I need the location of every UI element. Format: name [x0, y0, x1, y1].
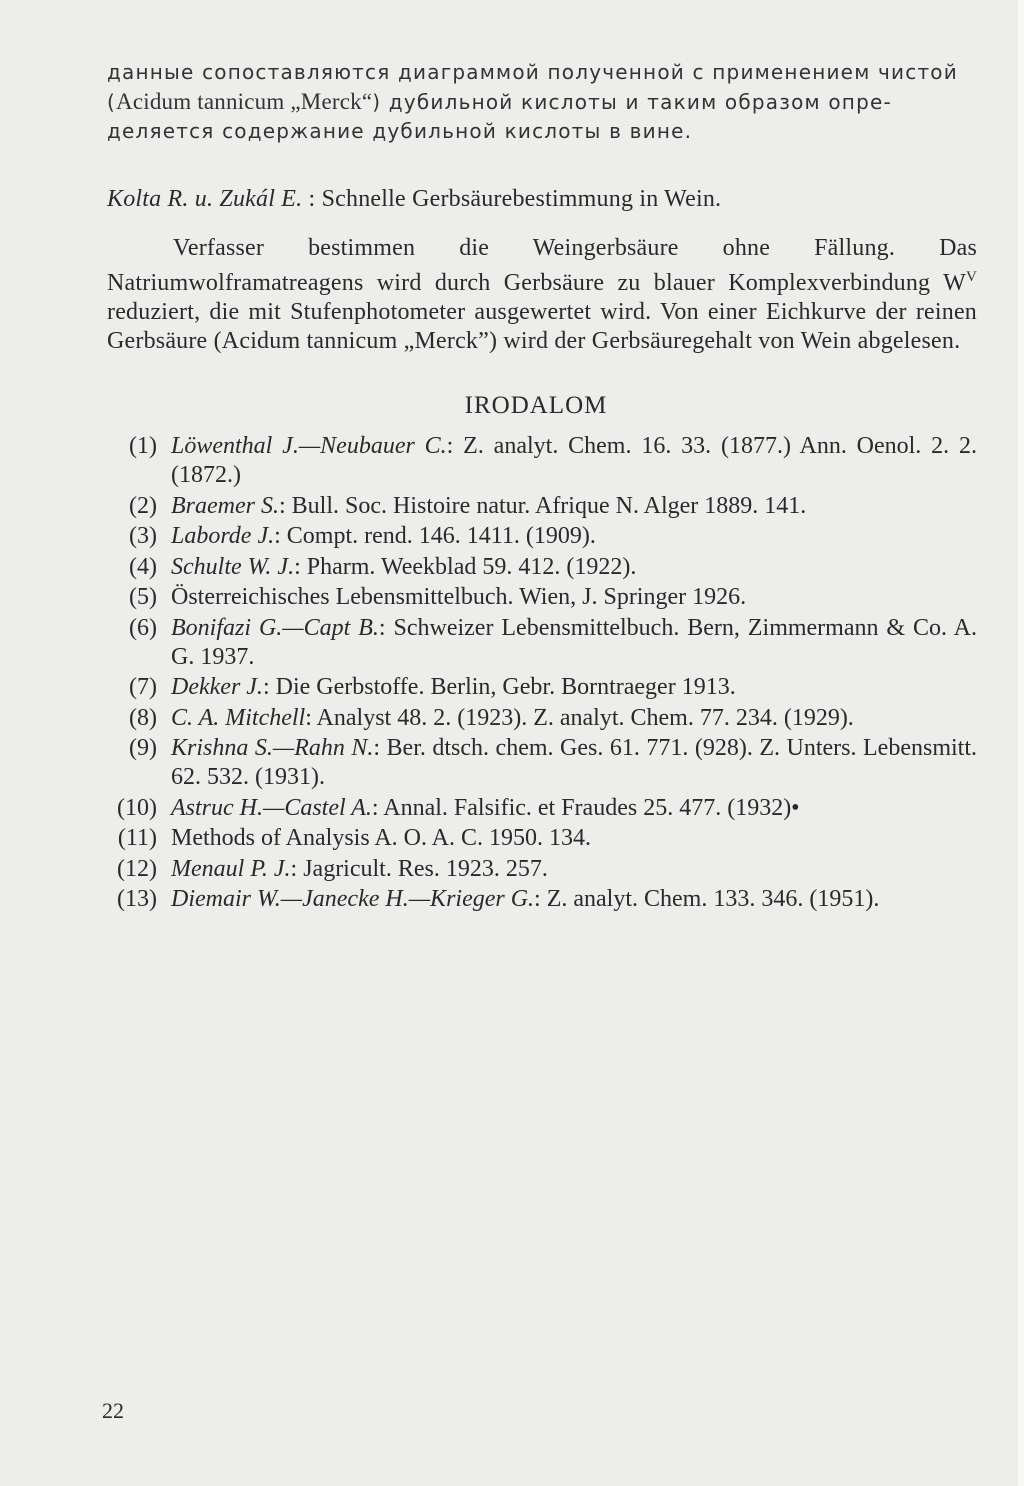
reference-text: : Annal. Falsific. et Fraudes 25. 477. (1932)•: [371, 794, 800, 821]
reference-number: (11): [117, 825, 157, 851]
reference-item: [107, 704, 977, 733]
article-abstract: [107, 234, 977, 356]
reference-number: (10): [117, 794, 157, 821]
reference-item: [107, 432, 977, 490]
reference-number: (5): [129, 584, 157, 610]
reference-item: [107, 673, 977, 702]
reference-number: (9): [129, 735, 157, 761]
reference-number: (4): [129, 553, 157, 580]
reference-item: [107, 855, 977, 884]
reference-authors: Krishna S.—Rahn N.: [171, 735, 374, 761]
reference-item: [107, 583, 977, 612]
russian-line-2-open: (: [107, 90, 117, 114]
page-content: [107, 58, 977, 916]
reference-authors: Menaul P. J.: [171, 855, 291, 882]
references-list: [107, 432, 977, 914]
reference-text: : Analyst 48. 2. (1923). Z. analyt. Chem. 77. 234. (1929).: [305, 704, 854, 731]
article-separator: :: [302, 186, 322, 212]
reference-text: : Die Gerbstoffe. Berlin, Gebr. Borntraeger 1913.: [262, 674, 736, 700]
references-heading: IRODALOM: [464, 392, 608, 419]
reference-item: [107, 824, 977, 853]
reference-number: (8): [129, 704, 157, 731]
reference-text: : Jagricult. Res. 1923. 257.: [290, 855, 548, 882]
abstract-text-2: reduziert, die mit Stufenphotometer ausgewertet wird. Von einer Eichkurve der reinen Gerbsäure (Acidum tannicum „Merck”) wird der Gerbsäuregehalt von Wein abgelesen.: [107, 299, 977, 354]
reference-item: [107, 794, 977, 823]
page-number: 22: [102, 1398, 124, 1423]
reference-text: : Z. analyt. Chem. 133. 346. (1951).: [534, 886, 880, 912]
reference-item: [107, 553, 977, 582]
russian-line-2-latin: Acidum tannicum „Merck“: [116, 89, 373, 114]
reference-item: [107, 492, 977, 521]
reference-authors: Löwenthal J.—Neubauer C.: [171, 433, 447, 459]
reference-item: [107, 614, 977, 672]
abstract-superscript: V: [965, 269, 977, 285]
reference-item: [107, 522, 977, 551]
reference-number: (3): [129, 523, 157, 549]
reference-number: (7): [129, 674, 157, 700]
reference-text: : Z. analyt. Chem. 16. 33. (1877.) Ann. Oenol. 2. 2. (1872.): [171, 433, 977, 488]
reference-text: : Pharm. Weekblad 59. 412. (1922).: [294, 553, 637, 580]
reference-item: [107, 734, 977, 792]
reference-authors: Braemer S.: [171, 492, 279, 519]
reference-item: [107, 885, 977, 914]
reference-text: : Compt. rend. 146. 1411. (1909).: [274, 523, 596, 549]
article-heading: [107, 184, 977, 214]
russian-line-1: данные сопоставляются диаграммой полученной с применением чистой: [107, 60, 958, 84]
reference-number: (6): [129, 614, 157, 641]
reference-text: : Bull. Soc. Histoire natur. Afrique N. Alger 1889. 141.: [278, 492, 807, 519]
reference-number: (1): [129, 433, 157, 459]
reference-authors: Dekker J.: [171, 674, 263, 700]
reference-text: : Schweizer Lebensmittelbuch. Bern, Zimmermann & Co. A. G. 1937.: [171, 614, 977, 670]
reference-text: Methods of Analysis A. O. A. C. 1950. 134.: [171, 825, 592, 851]
reference-number: (13): [117, 886, 157, 912]
reference-number: (12): [117, 855, 157, 882]
reference-authors: Astruc H.—Castel A.: [171, 794, 372, 821]
reference-text: Österreichisches Lebensmittelbuch. Wien, J. Springer 1926.: [171, 584, 747, 610]
reference-text: : Ber. dtsch. chem. Ges. 61. 771. (928). Z. Unters. Lebensmitt. 62. 532. (1931).: [171, 735, 977, 790]
russian-summary: [107, 58, 977, 146]
russian-line-3: деляется содержание дубильной кислоты в вине.: [107, 119, 693, 143]
article-authors: Kolta R. u. Zukál E.: [107, 186, 303, 212]
reference-number: (2): [129, 492, 157, 519]
abstract-text-1: Verfasser bestimmen die Weingerbsäure ohne Fällung. Das Natriumwolframatreagens wird durch Gerbsäure zu blauer Komplexverbindung W: [107, 235, 977, 296]
article-title: Schnelle Gerbsäurebestimmung in Wein.: [321, 186, 722, 212]
russian-line-2-rest: ) дубильной кислоты и таким образом опре-: [372, 90, 892, 114]
reference-authors: Diemair W.—Janecke H.—Krieger G.: [171, 886, 535, 912]
reference-authors: C. A. Mitchell: [171, 704, 306, 731]
reference-authors: Schulte W. J.: [171, 553, 295, 580]
reference-authors: Bonifazi G.—Capt B.: [171, 614, 379, 641]
reference-authors: Laborde J.: [171, 523, 275, 549]
